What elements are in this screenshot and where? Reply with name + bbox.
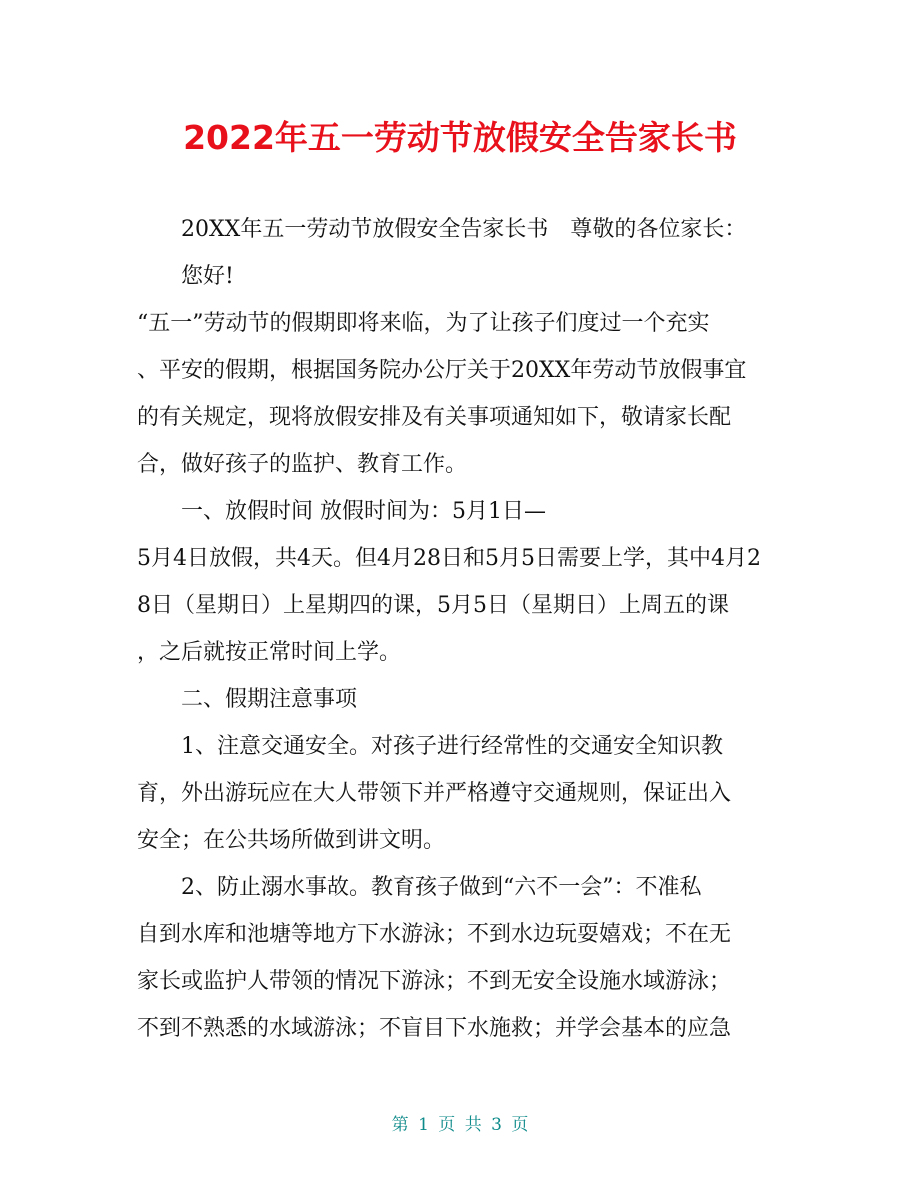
document-body — [137, 206, 787, 1052]
section-heading-precautions: 二、假期注意事项 — [181, 687, 358, 712]
body-line: “五一”劳动节的假期即将来临，为了让孩子们度过一个充实 — [137, 311, 710, 336]
body-line-greeting: 您好! — [181, 264, 234, 289]
section-heading-holiday-time: 一、放假时间 放假时间为：5月1日— — [181, 499, 546, 524]
document-title: 2022年五一劳动节放假安全告家长书 — [183, 118, 737, 157]
body-line-item-2: 2、防止溺水事故。教育孩子做到“六不一会”：不准私 — [181, 875, 702, 900]
body-line: 8日（星期日）上星期四的课，5月5日（星期日）上周五的课 — [137, 593, 729, 618]
body-line: 安全；在公共场所做到讲文明。 — [137, 828, 446, 853]
body-line-item-1: 1、注意交通安全。对孩子进行经常性的交通安全知识教 — [181, 734, 723, 759]
body-line: 自到水库和池塘等地方下水游泳；不到水边玩耍嬉戏；不在无 — [137, 922, 732, 947]
body-line-salutation: 20XX年五一劳动节放假安全告家长书 尊敬的各位家长： — [181, 217, 747, 242]
body-line: ，之后就按正常时间上学。 — [137, 640, 402, 665]
body-line: 育，外出游玩应在大人带领下并严格遵守交通规则，保证出入 — [137, 781, 732, 806]
body-line: 的有关规定，现将放假安排及有关事项通知如下，敬请家长配 — [137, 405, 732, 430]
page-footer: 第 1 页 共 3 页 — [391, 1115, 529, 1135]
body-line: 合，做好孩子的监护、教育工作。 — [137, 452, 468, 477]
body-line: 5月4日放假，共4天。但4月28日和5月5日需要上学，其中4月2 — [137, 546, 761, 571]
body-line: 、平安的假期，根据国务院办公厅关于20XX年劳动节放假事宜 — [137, 358, 747, 383]
body-line: 不到不熟悉的水域游泳；不盲目下水施救；并学会基本的应急 — [137, 1016, 732, 1041]
body-line: 家长或监护人带领的情况下游泳；不到无安全设施水域游泳； — [137, 969, 732, 994]
